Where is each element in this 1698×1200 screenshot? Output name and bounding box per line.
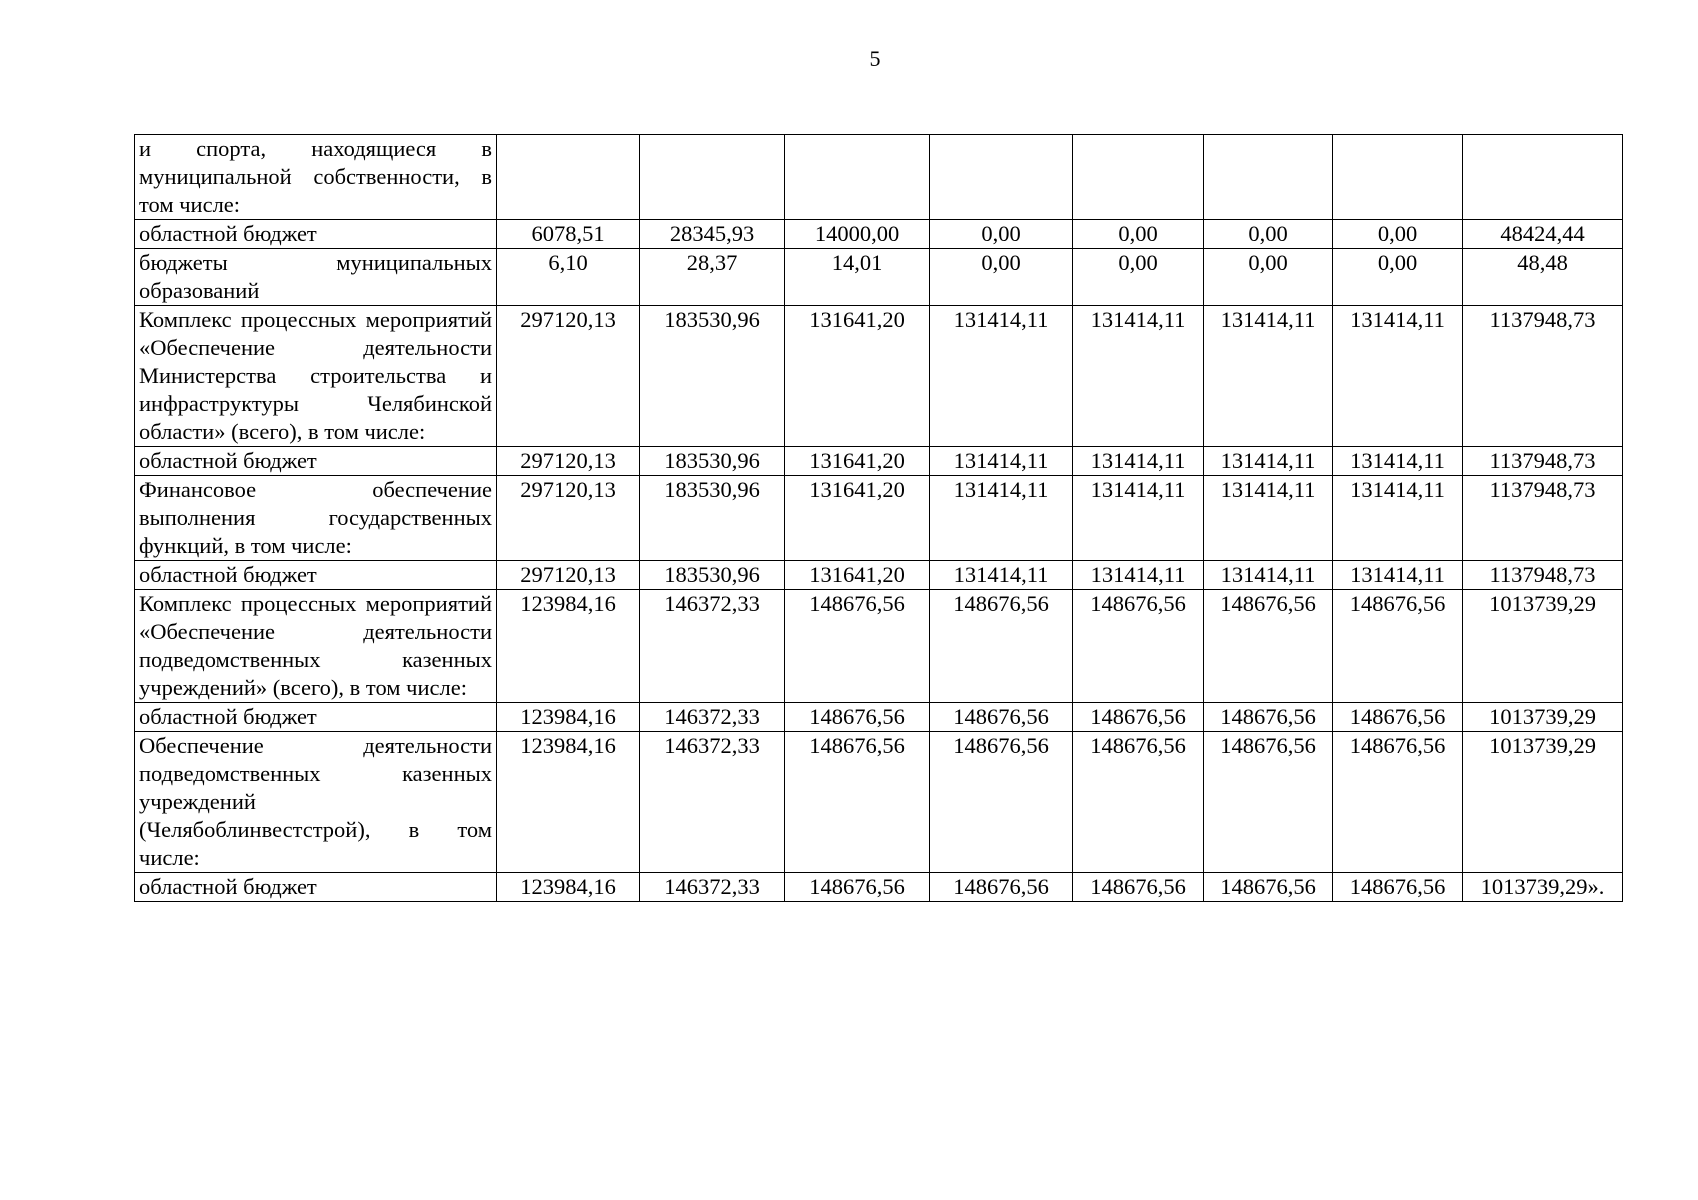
value-cell: 131414,11 <box>1073 447 1204 476</box>
value-cell: 131414,11 <box>930 306 1073 447</box>
value-cell: 131641,20 <box>785 476 930 561</box>
value-cell: 14,01 <box>785 249 930 306</box>
row-label: Комплекс процессных мероприятий «Обеспечение деятельности Министерства строительства и инфраструктуры Челябинской области» (всего), в том числе: <box>135 306 497 447</box>
value-cell <box>1333 135 1463 220</box>
value-cell: 131414,11 <box>1333 306 1463 447</box>
value-cell: 148676,56 <box>1073 873 1204 902</box>
value-cell: 131414,11 <box>1333 476 1463 561</box>
row-label: и спорта, находящиеся в муниципальной собственности, в том числе: <box>135 135 497 220</box>
value-cell: 146372,33 <box>640 703 785 732</box>
value-cell: 0,00 <box>1333 249 1463 306</box>
row-label: областной бюджет <box>135 873 497 902</box>
value-cell: 148676,56 <box>1204 703 1333 732</box>
table-row <box>135 590 1623 703</box>
value-cell: 131641,20 <box>785 561 930 590</box>
row-label: областной бюджет <box>135 447 497 476</box>
value-cell: 183530,96 <box>640 306 785 447</box>
value-cell: 0,00 <box>1073 220 1204 249</box>
value-cell: 14000,00 <box>785 220 930 249</box>
row-label: областной бюджет <box>135 561 497 590</box>
value-cell <box>785 135 930 220</box>
row-label: Комплекс процессных мероприятий «Обеспечение деятельности подведомственных казенных учреждений» (всего), в том числе: <box>135 590 497 703</box>
value-cell: 148676,56 <box>1333 703 1463 732</box>
table-row <box>135 135 1623 220</box>
table-row <box>135 306 1623 447</box>
value-cell: 123984,16 <box>497 732 640 873</box>
value-cell: 131414,11 <box>1073 306 1204 447</box>
table-row <box>135 447 1623 476</box>
page-number: 5 <box>869 46 881 71</box>
table-row <box>135 220 1623 249</box>
value-cell: 1137948,73 <box>1463 306 1623 447</box>
value-cell: 131414,11 <box>1073 476 1204 561</box>
value-cell: 131641,20 <box>785 447 930 476</box>
table-body <box>135 135 1623 902</box>
value-cell: 148676,56 <box>1073 732 1204 873</box>
value-cell: 1137948,73 <box>1463 447 1623 476</box>
value-cell: 28345,93 <box>640 220 785 249</box>
value-cell: 148676,56 <box>930 590 1073 703</box>
value-cell: 1013739,29 <box>1463 732 1623 873</box>
value-cell: 148676,56 <box>785 873 930 902</box>
budget-table <box>134 134 1623 902</box>
table-row <box>135 249 1623 306</box>
value-cell: 148676,56 <box>930 703 1073 732</box>
value-cell: 131414,11 <box>1333 561 1463 590</box>
value-cell: 1137948,73 <box>1463 476 1623 561</box>
value-cell: 131641,20 <box>785 306 930 447</box>
value-cell: 183530,96 <box>640 447 785 476</box>
value-cell: 148676,56 <box>1333 873 1463 902</box>
value-cell: 183530,96 <box>640 561 785 590</box>
value-cell <box>1204 135 1333 220</box>
value-cell: 297120,13 <box>497 476 640 561</box>
value-cell: 28,37 <box>640 249 785 306</box>
value-cell: 131414,11 <box>1204 561 1333 590</box>
value-cell: 131414,11 <box>1204 476 1333 561</box>
row-label: областной бюджет <box>135 220 497 249</box>
value-cell: 148676,56 <box>930 732 1073 873</box>
value-cell: 148676,56 <box>785 590 930 703</box>
value-cell: 146372,33 <box>640 732 785 873</box>
value-cell: 48424,44 <box>1463 220 1623 249</box>
value-cell: 148676,56 <box>1204 873 1333 902</box>
value-cell: 148676,56 <box>1333 732 1463 873</box>
value-cell: 123984,16 <box>497 873 640 902</box>
value-cell: 1013739,29 <box>1463 590 1623 703</box>
value-cell: 148676,56 <box>1204 732 1333 873</box>
value-cell: 131414,11 <box>1204 306 1333 447</box>
value-cell: 148676,56 <box>1073 703 1204 732</box>
row-label: Финансовое обеспечение выполнения государственных функций, в том числе: <box>135 476 497 561</box>
value-cell: 0,00 <box>1073 249 1204 306</box>
value-cell: 1137948,73 <box>1463 561 1623 590</box>
value-cell: 48,48 <box>1463 249 1623 306</box>
value-cell: 148676,56 <box>785 703 930 732</box>
value-cell: 123984,16 <box>497 703 640 732</box>
value-cell <box>1073 135 1204 220</box>
value-cell <box>497 135 640 220</box>
value-cell <box>930 135 1073 220</box>
value-cell: 6078,51 <box>497 220 640 249</box>
value-cell: 131414,11 <box>1204 447 1333 476</box>
value-cell: 1013739,29 <box>1463 703 1623 732</box>
value-cell: 6,10 <box>497 249 640 306</box>
table-row <box>135 561 1623 590</box>
table-row <box>135 476 1623 561</box>
value-cell: 0,00 <box>1333 220 1463 249</box>
value-cell: 146372,33 <box>640 590 785 703</box>
value-cell <box>1463 135 1623 220</box>
value-cell: 148676,56 <box>1204 590 1333 703</box>
value-cell: 131414,11 <box>930 447 1073 476</box>
table-row <box>135 703 1623 732</box>
value-cell: 0,00 <box>1204 249 1333 306</box>
value-cell: 131414,11 <box>930 561 1073 590</box>
table-row <box>135 732 1623 873</box>
value-cell: 0,00 <box>930 249 1073 306</box>
row-label: областной бюджет <box>135 703 497 732</box>
value-cell: 297120,13 <box>497 306 640 447</box>
value-cell: 131414,11 <box>930 476 1073 561</box>
value-cell <box>640 135 785 220</box>
row-label: бюджеты муниципальных образований <box>135 249 497 306</box>
row-label: Обеспечение деятельности подведомственных казенных учреждений (Челябоблинвестстрой), в том числе: <box>135 732 497 873</box>
table-row <box>135 873 1623 902</box>
value-cell: 131414,11 <box>1333 447 1463 476</box>
value-cell: 183530,96 <box>640 476 785 561</box>
value-cell: 0,00 <box>1204 220 1333 249</box>
value-cell: 123984,16 <box>497 590 640 703</box>
value-cell: 148676,56 <box>930 873 1073 902</box>
value-cell: 148676,56 <box>1073 590 1204 703</box>
value-cell: 0,00 <box>930 220 1073 249</box>
value-cell: 297120,13 <box>497 561 640 590</box>
value-cell: 148676,56 <box>785 732 930 873</box>
value-cell: 148676,56 <box>1333 590 1463 703</box>
value-cell: 146372,33 <box>640 873 785 902</box>
value-cell: 1013739,29». <box>1463 873 1623 902</box>
value-cell: 131414,11 <box>1073 561 1204 590</box>
value-cell: 297120,13 <box>497 447 640 476</box>
